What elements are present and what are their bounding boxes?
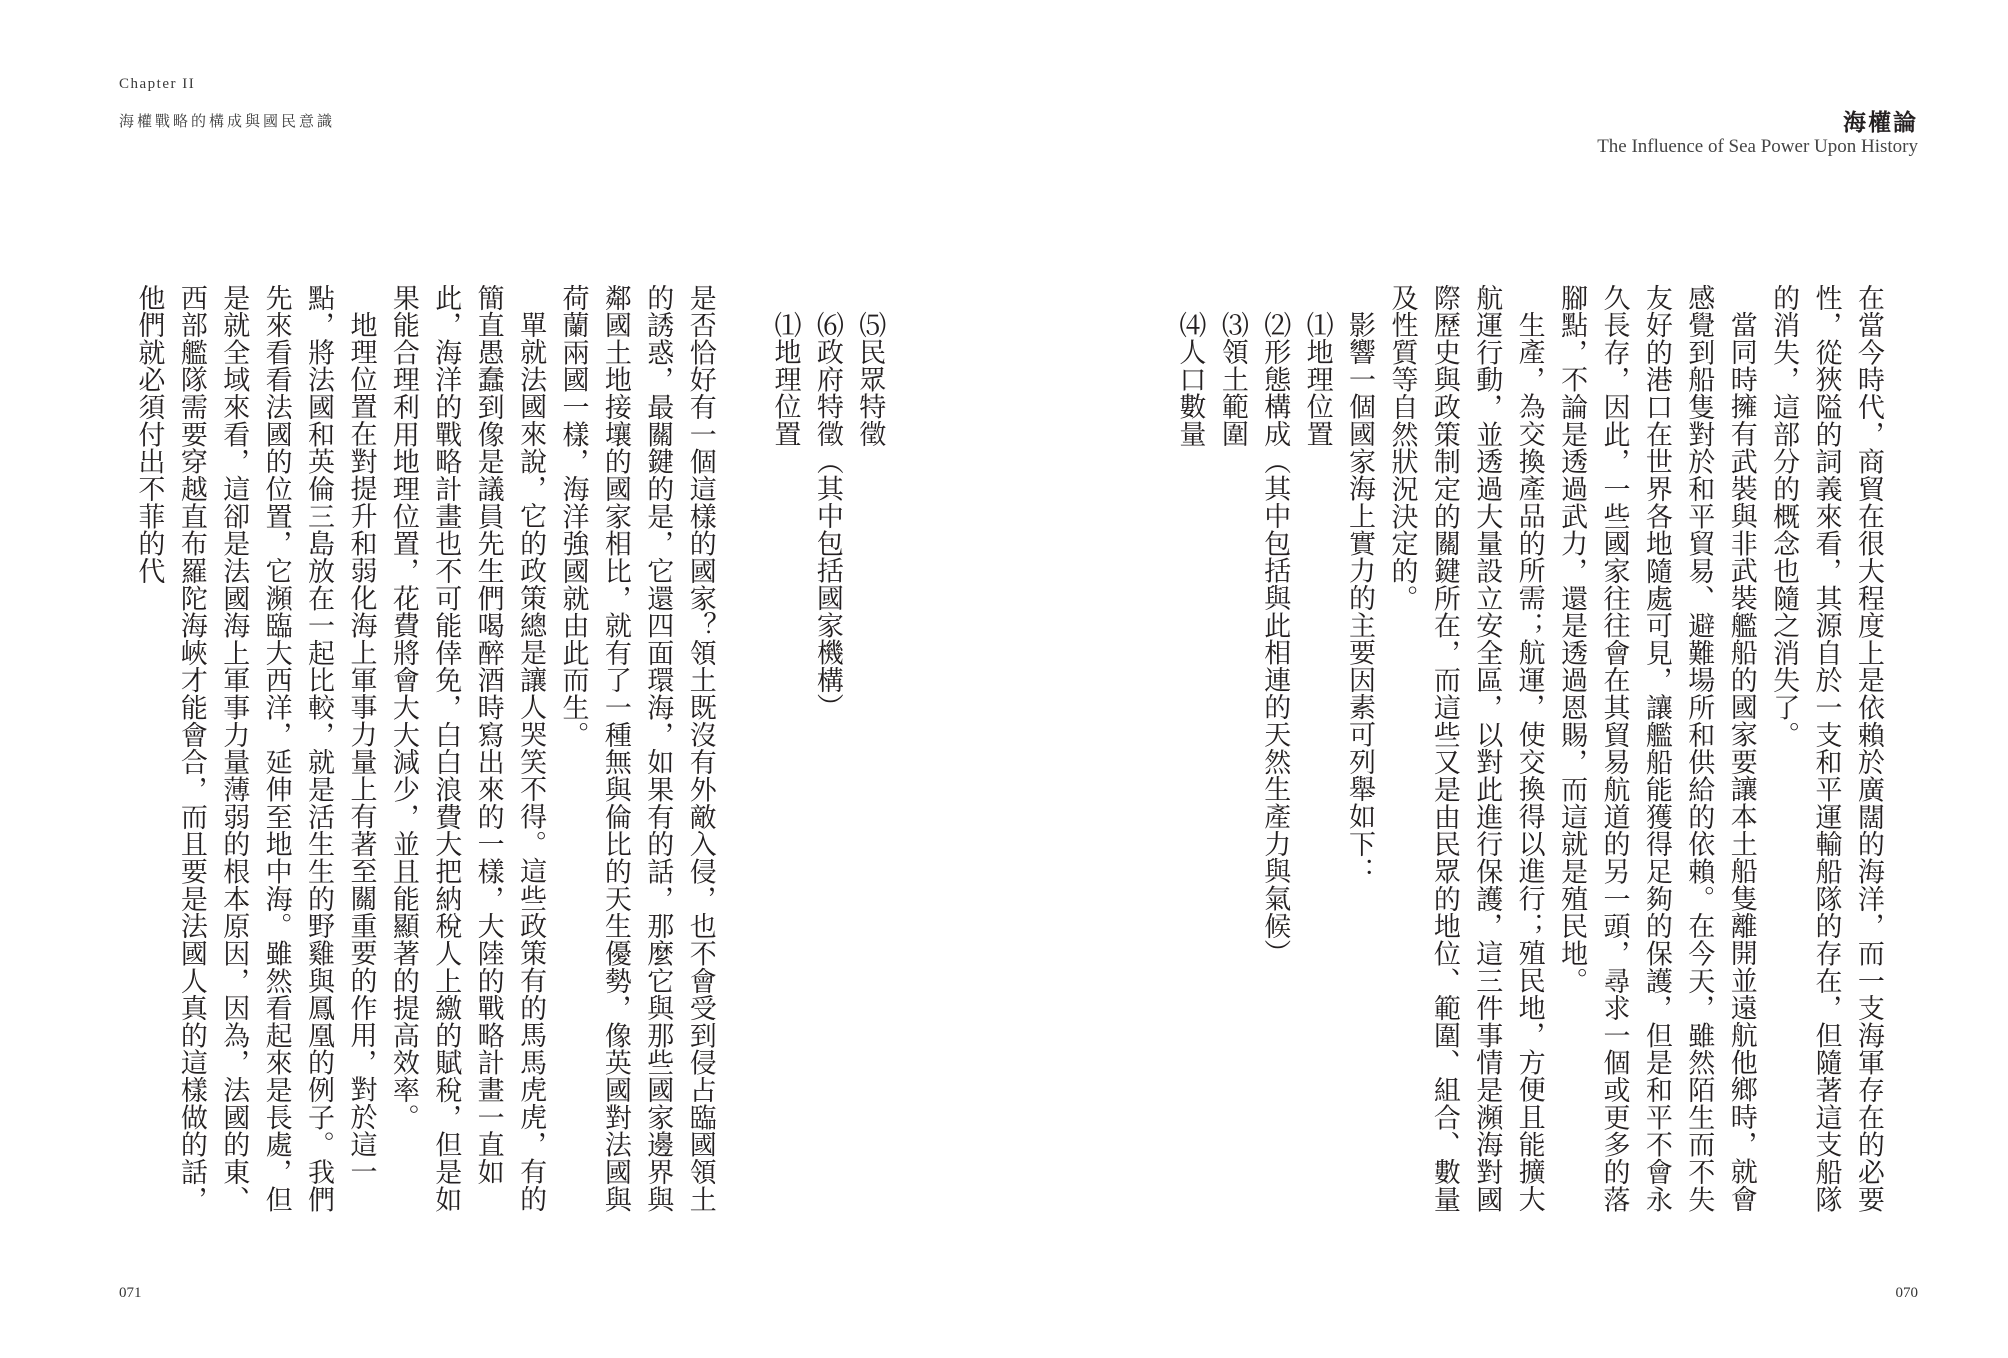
list-item: ⑶領土範圍 xyxy=(1216,311,1248,448)
paragraph: 當同時擁有武裝與非武裝艦船的國家要讓本土船隻離開並遠航他鄉時，就會感覺到船隻對於和平貿易、避難場所和供給的依賴。在今天，雖然陌生而不失友好的港口在世界各地隨處可見，讓艦船能獲得足夠的保護，但是和平不會永久長存，因此，一些國家往往會在其貿易航道的另一頭，尋求一個或更多的落腳點，不論是透過武力，還是透過恩賜，而這就是殖民地。 xyxy=(1556,284,1757,1213)
paragraph: 是否恰好有一個這樣的國家？領土既沒有外敵入侵，也不會受到侵占臨國領土的誘惑，最關鍵的是，它還四面環海，如果有的話，那麼它與那些國家邊界與鄰國土地接壤的國家相比，就有了一種無與倫比的天生優勢，像英國對法國與荷蘭兩國一樣，海洋強國就由此而生。 xyxy=(557,284,716,1213)
paragraph: 地理位置在對提升和弱化海上軍事力量上有著至關重要的作用，對於這一點，將法國和英倫三島放在一起比較，就是活生生的野雞與鳳凰的例子。我們先來看看法國的位置，它瀕臨大西洋，延伸至地中海。雖然看起來是長處，但是就全域來看，這卻是法國海上軍事力量薄弱的根本原因，因為，法國的東、西部艦隊需要穿越直布羅陀海峽才能會合，而且要是法國人真的這樣做的話，他們就必須付出不菲的代 xyxy=(133,284,377,1213)
list-item: ⑹政府特徵（其中包括國家機構） xyxy=(811,311,843,721)
page-number-right: 070 xyxy=(1895,1285,1918,1301)
chapter-title: 海權戰略的構成與國民意識 xyxy=(119,112,336,130)
paragraph: 生產，為交換產品的所需；航運，使交換得以進行；殖民地，方便且能擴大航運行動，並透過大量設立安全區，以對此進行保護，這三件事情是瀕海對國際歷史與政策制定的關鍵所在，而這些又是由民眾的地位、範圍、組合、數量及性質等自然狀況決定的。 xyxy=(1386,284,1545,1213)
chapter-label: Chapter II xyxy=(119,76,196,92)
list-item: ⑵形態構成（其中包括與此相連的天然生產力與氣候） xyxy=(1259,311,1291,967)
book-title-chinese: 海權論 xyxy=(1843,109,1918,136)
left-page-body xyxy=(127,284,890,1234)
page-number-left: 071 xyxy=(119,1285,142,1301)
right-page-body xyxy=(1168,284,1889,1234)
paragraph: 單就法國來說，它的政策總是讓人哭笑不得。這些政策有的馬馬虎虎，有的簡直愚蠢到像是議員先生們喝醉酒時寫出來的一樣，大陸的戰略計畫一直如此，海洋的戰略計畫也不可能倖免，白白浪費大把納稅人上繳的賦稅，但是如果能合理利用地理位置，花費將會大大減少，並且能顯著的提高效率。 xyxy=(387,284,547,1213)
paragraph: 影響一個國家海上實力的主要因素可列舉如下： xyxy=(1344,311,1376,885)
book-title-english: The Influence of Sea Power Upon History xyxy=(1597,136,1918,157)
section-heading: ⑴地理位置 xyxy=(769,311,801,448)
list-item: ⑸民眾特徵 xyxy=(854,311,886,448)
list-item: ⑷人口數量 xyxy=(1174,311,1206,448)
list-item: ⑴地理位置 xyxy=(1301,311,1333,448)
paragraph: 在當今時代，商貿在很大程度上是依賴於廣闊的海洋，而一支海軍存在的必要性，從狹隘的詞義來看，其源自於一支和平運輸船隊的存在，但隨著這支船隊的消失，這部分的概念也隨之消失了。 xyxy=(1768,284,1884,1213)
